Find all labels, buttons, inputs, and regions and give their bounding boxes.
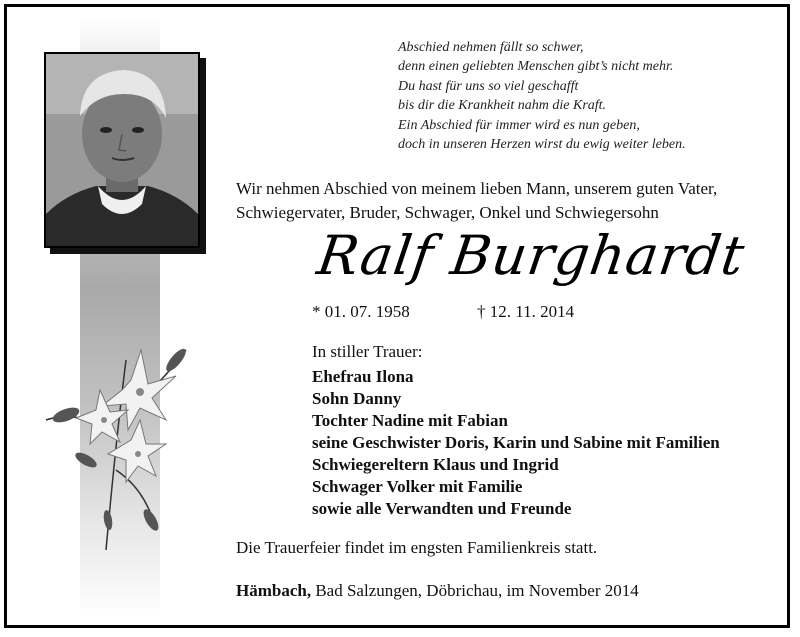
mourner: seine Geschwister Doris, Karin und Sabine mit Familien [312, 433, 720, 452]
poem-line: Du hast für uns so viel geschafft [398, 78, 579, 94]
intro-text [236, 177, 717, 225]
place-rest: Bad Salzungen, Döbrichau, im November 2014 [311, 581, 639, 600]
mourner: Tochter Nadine mit Fabian [312, 411, 508, 430]
intro-line: Wir nehmen Abschied von meinem lieben Mann, unserem guten Vater, [236, 179, 718, 198]
poem [398, 38, 686, 154]
funeral-notice: Die Trauerfeier findet im engsten Familienkreis statt. [236, 538, 598, 557]
deceased-name: Ralf Burghardt [313, 224, 749, 287]
mourners-list [312, 366, 720, 520]
flower-arrangement-icon [36, 320, 216, 560]
mourning-label: In stiller Trauer: [312, 342, 423, 361]
poem-line: bis dir die Krankheit nahm die Kraft. [398, 98, 607, 114]
mourner: Schwager Volker mit Familie [312, 477, 523, 496]
death-date: † 12. 11. 2014 [477, 302, 575, 321]
poem-line: Ein Abschied für immer wird es nun geben, [398, 117, 640, 133]
portrait-image [46, 54, 198, 246]
poem-line: Abschied nehmen fällt so schwer, [398, 40, 584, 55]
place-date [236, 581, 639, 601]
mourner: sowie alle Verwandten und Freunde [312, 499, 572, 518]
birth-date: * 01. 07. 1958 [312, 302, 410, 321]
mourner: Sohn Danny [312, 389, 402, 408]
poem-line: doch in unseren Herzen wirst du ewig weiter leben. [398, 137, 686, 153]
place-bold: Hämbach, [236, 581, 312, 600]
portrait-photo [44, 52, 200, 248]
mourner: Ehefrau Ilona [312, 367, 414, 386]
mourner: Schwiegereltern Klaus und Ingrid [312, 455, 559, 474]
intro-line: Schwiegervater, Bruder, Schwager, Onkel und Schwiegersohn [236, 203, 659, 222]
poem-line: denn einen geliebten Menschen gibt’s nicht mehr. [398, 59, 674, 75]
